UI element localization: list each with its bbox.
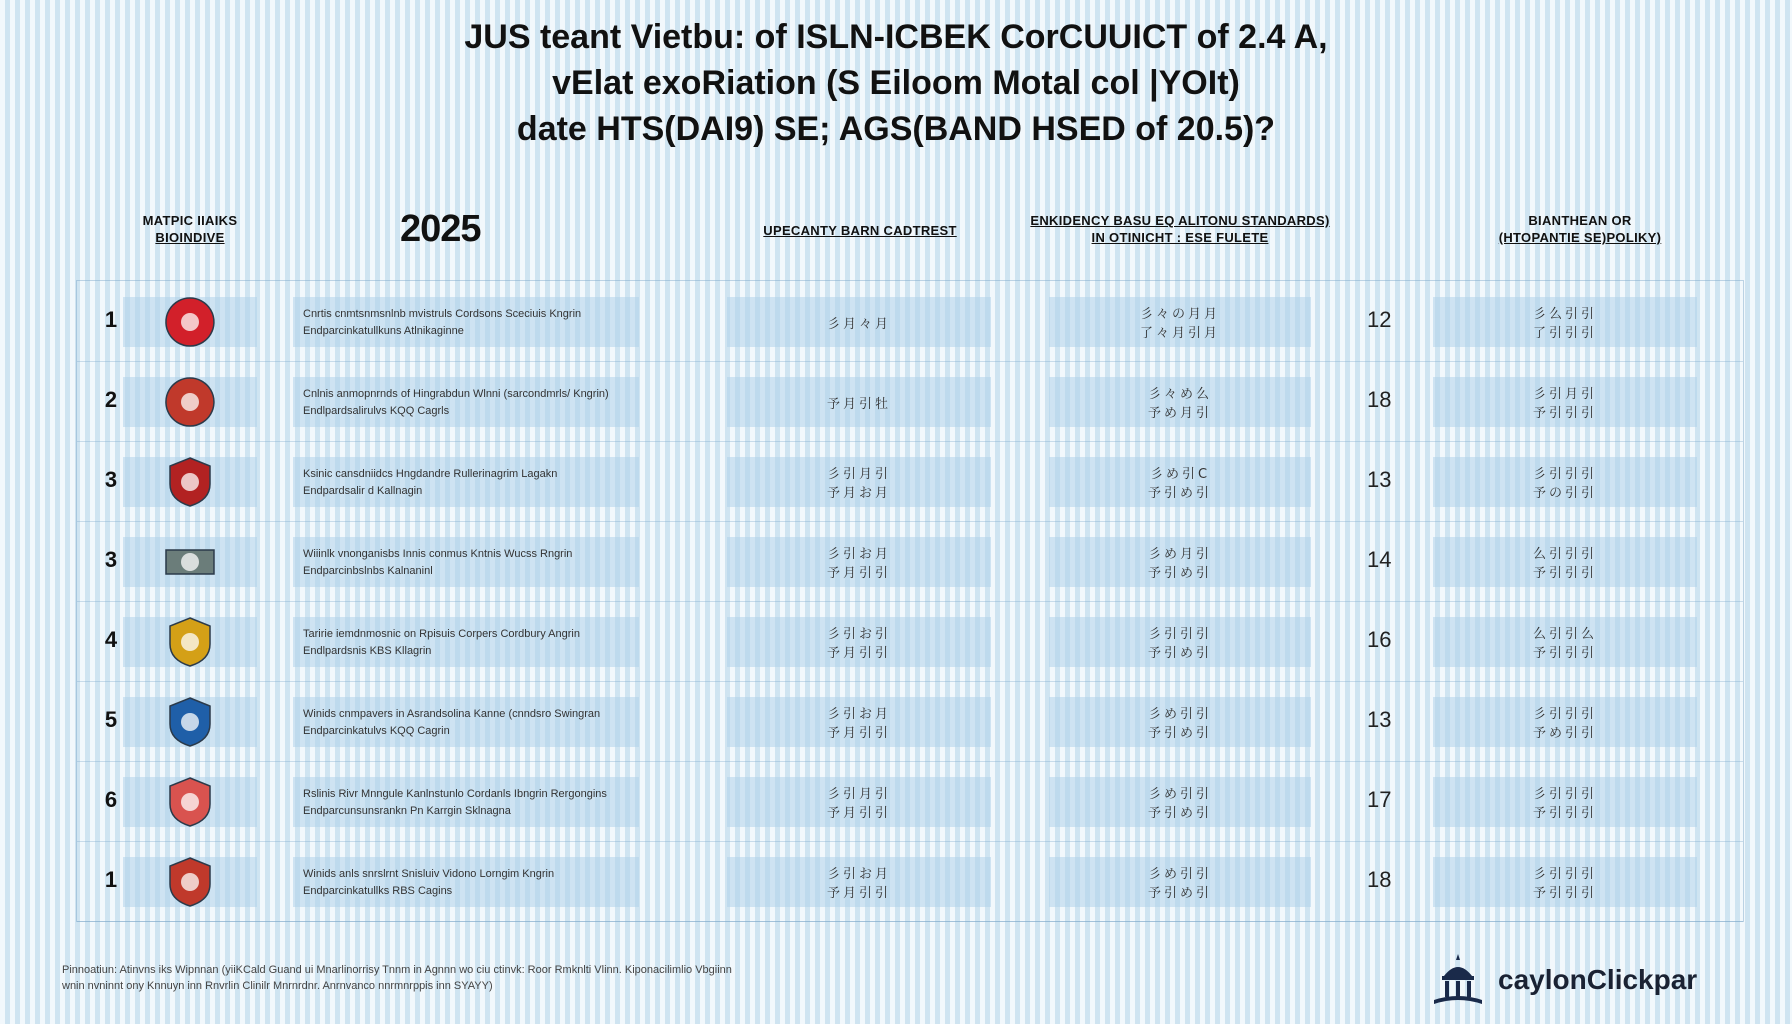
- row-value-line: 予引引引: [1532, 406, 1597, 421]
- table-row: [77, 841, 1743, 922]
- row-description: [293, 857, 639, 907]
- row-value-line: 了引引引: [1532, 326, 1597, 341]
- row-value-line: 彡々の月月: [1139, 307, 1220, 322]
- row-value-line: 彡引お引: [826, 627, 891, 642]
- row-value-line: 予引引引: [1532, 646, 1597, 661]
- column-header-logo: MATPIC IIAIKS BIOINDIVE: [142, 213, 238, 245]
- page-title: [200, 14, 1592, 152]
- row-value-cell-c: [1433, 697, 1697, 747]
- row-value-line: 予め月引: [1147, 406, 1212, 421]
- row-value-line: 彡引お月: [826, 547, 891, 562]
- row-value-line: 彡引月引: [1532, 387, 1597, 402]
- title-line-2: vElat exoRiation (S Eiloom Motal col |YOIt): [552, 64, 1240, 102]
- gold-shield-emblem-icon: [164, 616, 216, 668]
- row-value-line: 予引め引: [1147, 566, 1212, 581]
- row-rank: 3: [104, 467, 118, 492]
- row-description-line: Endlpardsnis KBS Kllagrin: [303, 645, 432, 657]
- row-score: 14: [1367, 547, 1392, 572]
- row-description-line: Ksinic cansdniidcs Hngdandre Rullerinagrim Lagakn: [303, 468, 558, 480]
- row-value-cell-b: [1049, 457, 1311, 507]
- row-rank: 4: [104, 627, 118, 652]
- row-value-line: 彡々め么: [1147, 387, 1212, 402]
- row-description: [293, 457, 639, 507]
- row-value-cell-c: [1433, 777, 1697, 827]
- table-row: [77, 521, 1743, 602]
- row-description-line: Rslinis Rivr Mnngule Kanlnstunlo Cordanls Ibngrin Rergongins: [303, 788, 607, 800]
- row-description-line: Winids anls snrslrnt Snisluiv Vidono Lorngim Kngrin: [303, 868, 555, 880]
- row-value-cell-b: [1049, 857, 1311, 907]
- row-value-line: 彡引引引: [1532, 707, 1597, 722]
- blue-shield-emblem-icon: [164, 696, 216, 748]
- row-value-cell-b: [1049, 777, 1311, 827]
- row-value-line: 予引引引: [1532, 566, 1597, 581]
- plaque-badge-icon: [164, 536, 216, 588]
- row-value-cell-c: [1433, 537, 1697, 587]
- row-value-line: 彡么引引: [1532, 307, 1597, 322]
- row-score: 18: [1367, 867, 1392, 892]
- circle-flag-emblem-icon: [164, 296, 216, 348]
- row-description-line: Wiiinlk vnonganisbs Innis conmus Kntnis Wucss Rngrin: [303, 548, 573, 560]
- row-value-line: 予め引引: [1532, 726, 1597, 741]
- row-value-cell-c: [1433, 857, 1697, 907]
- row-value-cell-b: [1049, 697, 1311, 747]
- row-description-line: Cnlnis anmopnrnds of Hingrabdun Wlnni (sarcondmrls/ Kngrin): [303, 388, 609, 400]
- row-value-line: 予引引引: [1532, 886, 1597, 901]
- row-value-cell-c: [1433, 457, 1697, 507]
- row-value-cell-c: [1433, 297, 1697, 347]
- column-header-c: BIANTHEAN OR (HTOPANTIE SE)POLIKY): [1498, 213, 1662, 245]
- row-value-cell-a: [727, 377, 991, 427]
- row-value-cell-a: [727, 537, 991, 587]
- temple-logo-icon: [1428, 950, 1488, 1010]
- row-value-line: 彡め引引: [1147, 787, 1212, 802]
- row-description-line: Endparcinkatullkuns Atlnikaginne: [303, 325, 464, 337]
- row-score: 13: [1367, 467, 1392, 492]
- row-value-cell-a: [727, 697, 991, 747]
- row-value-line: 么引引引: [1532, 547, 1597, 562]
- row-value-cell-a: [727, 777, 991, 827]
- ranking-table: [76, 280, 1744, 922]
- row-value-line: 予引め引: [1147, 886, 1212, 901]
- row-value-cell-c: [1433, 617, 1697, 667]
- row-value-cell-c: [1433, 377, 1697, 427]
- row-description-line: Endparcinkatullks RBS Cagins: [303, 885, 453, 897]
- row-value-line: 予引め引: [1147, 646, 1212, 661]
- row-value-cell-b: [1049, 617, 1311, 667]
- row-value-line: 彡引お月: [826, 707, 891, 722]
- title-line-1: JUS teant Vietbu: of ISLN-ICBEK CorCUUICT of 2.4 A,: [464, 18, 1328, 56]
- row-value-cell-b: [1049, 297, 1311, 347]
- row-value-line: 予月引引: [826, 566, 891, 581]
- row-logo-cell: [123, 377, 257, 427]
- row-value-line: 彡引お月: [826, 867, 891, 882]
- row-value-line: 予月お月: [826, 486, 891, 501]
- row-score: 12: [1367, 307, 1392, 332]
- row-value-line: 彡引月引: [826, 467, 891, 482]
- row-value-line: 彡め引引: [1147, 707, 1212, 722]
- row-logo-cell: [123, 777, 257, 827]
- row-value-line: 予の引引: [1532, 486, 1597, 501]
- row-description: [293, 537, 639, 587]
- row-description-line: Endlpardsalirulvs KQQ Cagrls: [303, 405, 450, 417]
- row-logo-cell: [123, 537, 257, 587]
- row-score: 17: [1367, 787, 1392, 812]
- row-value-cell-a: [727, 857, 991, 907]
- row-description: [293, 297, 639, 347]
- red-bell-emblem-icon: [164, 856, 216, 908]
- row-description-line: Endparcinkatulvs KQQ Cagrin: [303, 725, 450, 737]
- row-value-cell-b: [1049, 537, 1311, 587]
- title-line-3: date HTS(DAI9) SE; AGS(BAND HSED of 20.5)?: [516, 110, 1276, 148]
- row-logo-cell: [123, 857, 257, 907]
- row-value-line: 彡め引C: [1149, 467, 1211, 482]
- column-header-a: UPECANTY BARN CADTREST: [763, 223, 957, 238]
- table-row: [77, 601, 1743, 682]
- row-value-line: 予月引引: [826, 646, 891, 661]
- row-logo-cell: [123, 297, 257, 347]
- table-row: [77, 281, 1743, 362]
- row-value-line: 予引め引: [1147, 486, 1212, 501]
- row-value-line: 予月引引: [826, 806, 891, 821]
- row-rank: 1: [104, 307, 118, 332]
- column-header-b: ENKIDENCY BASU EQ ALITONU STANDARDS) IN OTINICHT : ESE FULETE: [1030, 213, 1330, 245]
- row-value-line: 予引め引: [1147, 806, 1212, 821]
- row-value-line: 彡月々月: [826, 316, 891, 332]
- row-description: [293, 697, 639, 747]
- row-value-line: 彡引引引: [1532, 467, 1597, 482]
- row-value-cell-a: [727, 297, 991, 347]
- row-description: [293, 377, 639, 427]
- table-row: [77, 361, 1743, 442]
- row-rank: 2: [104, 387, 118, 412]
- row-logo-cell: [123, 617, 257, 667]
- row-value-line: 彡引月引: [826, 787, 891, 802]
- row-description-line: Cnrtis cnmtsnmsnlnb mvistruls Cordsons Sceciuis Kngrin: [303, 308, 582, 320]
- table-row: [77, 441, 1743, 522]
- row-value-cell-a: [727, 457, 991, 507]
- row-value-line: 彡め月引: [1147, 547, 1212, 562]
- row-value-line: 彡引引引: [1532, 867, 1597, 882]
- round-shield-emblem-icon: [164, 376, 216, 428]
- row-value-line: 彡引引引: [1147, 627, 1212, 642]
- row-rank: 6: [104, 787, 118, 812]
- row-description: [293, 617, 639, 667]
- row-description-line: Endparcinbslnbs Kalnaninl: [303, 565, 433, 577]
- row-rank: 1: [104, 867, 118, 892]
- row-value-cell-a: [727, 617, 991, 667]
- row-logo-cell: [123, 697, 257, 747]
- cross-shield-emblem-icon: [164, 776, 216, 828]
- row-description: [293, 777, 639, 827]
- row-score: 16: [1367, 627, 1392, 652]
- row-value-cell-b: [1049, 377, 1311, 427]
- row-value-line: 了々月引月: [1139, 326, 1220, 341]
- row-value-line: 予月引牡: [826, 396, 891, 412]
- row-value-line: 彡引引引: [1532, 787, 1597, 802]
- row-logo-cell: [123, 457, 257, 507]
- row-value-line: 予引め引: [1147, 726, 1212, 741]
- row-value-line: 予月引引: [826, 886, 891, 901]
- row-value-line: 么引引么: [1532, 627, 1597, 642]
- row-rank: 5: [104, 707, 118, 732]
- row-value-line: 彡め引引: [1147, 867, 1212, 882]
- row-description-line: Endpardsalir d Kallnagin: [303, 485, 423, 497]
- row-description-line: Taririe iemdnmosnic on Rpisuis Corpers Cordbury Angrin: [303, 628, 580, 640]
- column-header-year: 2025: [400, 208, 481, 250]
- brand-name: caylonClickpar: [1498, 964, 1698, 995]
- row-description-line: Endparcunsunsrankn Pn Karrgin Sklnagna: [303, 805, 511, 817]
- row-description-line: Winids cnmpavers in Asrandsolina Kanne (cnndsro Swingran: [303, 708, 601, 720]
- row-score: 13: [1367, 707, 1392, 732]
- table-row: [77, 761, 1743, 842]
- table-row: [77, 681, 1743, 762]
- row-value-line: 予引引引: [1532, 806, 1597, 821]
- red-crest-emblem-icon: [164, 456, 216, 508]
- footnote: Pinnoatiun: Atinvns iks Wipnnan (yiiKCald Guand ui Mnarlinorrisy Tnnm in Agnnn wo ciu ctinvk: Roor Rmknlti Vlinn. Kiponacilimlio Vbgiinn wnin nvninnt ony Knnuyn inn Rnvrlin Clinilr Mnrnrdnr. Anrnvanco nnrmnrppis inn SYAYY): [62, 964, 732, 992]
- row-rank: 3: [104, 547, 118, 572]
- row-score: 18: [1367, 387, 1392, 412]
- row-value-line: 予月引引: [826, 726, 891, 741]
- brand-logo: [1428, 950, 1697, 1010]
